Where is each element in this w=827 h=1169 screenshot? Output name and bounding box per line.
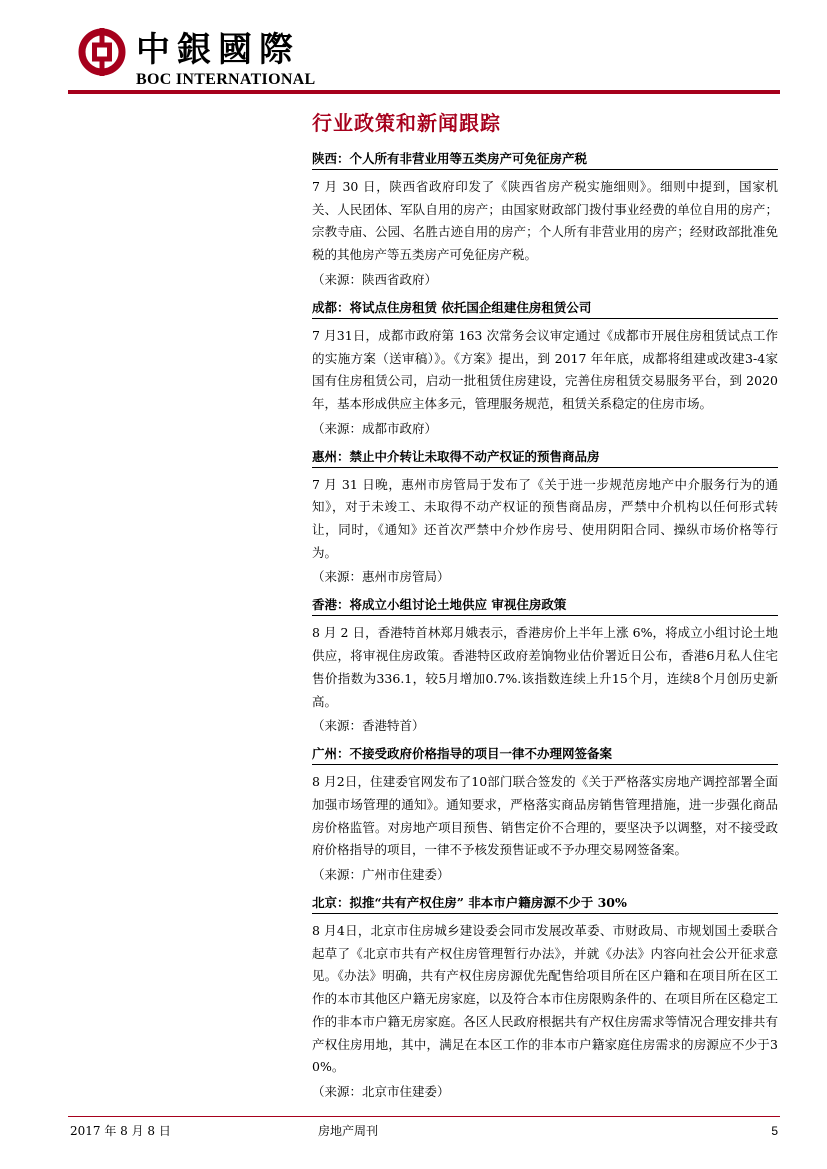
news-item [312, 446, 778, 588]
news-item-title: 陕西：个人所有非营业用等五类房产可免征房产税 [312, 148, 778, 170]
section-title: 行业政策和新闻跟踪 [312, 111, 501, 135]
logo-chinese-name: 中銀國際 [136, 30, 300, 70]
news-item-body: 7 月31日，成都市政府第 163 次常务会议审定通过《成都市开展住房租赁试点工作的实施方案（送审稿）》。《方案》提出，到 2017 年年底，成都将组建或改建3-4家国有住房租赁公司，启动一批租赁住房建设，完善住房租赁交易服务平台，到 2020 年，基本形成供应主体多元，管理服务规范，租赁关系稳定的住房市场。 [312, 327, 778, 411]
page-number: 5 [771, 1124, 778, 1138]
news-item-body: 7 月 30 日，陕西省政府印发了《陕西省房产税实施细则》。细则中提到，国家机关、人民团体、军队自用的房产；由国家财政部门拨付事业经费的单位自用的房产；宗教寺庙、公园、名胜古迹自用的房产；个人所有非营业用的房产；经财政部批准免税的其他房产等五类房产可免征房产税。 [312, 179, 778, 263]
footer-divider [68, 1116, 780, 1117]
news-item-body: 7 月 31 日晚，惠州市房管局于发布了《关于进一步规范房地产中介服务行为的通知》，对于未竣工、未取得不动产权证的预售商品房，严禁中介机构以任何形式转让，同时，《通知》还首次严禁中介炒作房号、使用阴阳合同、操纵市场价格等行为。 [312, 476, 778, 560]
news-item-source: （来源：广州市住建委） [312, 867, 450, 883]
news-item-title: 香港：将成立小组讨论土地供应 审视住房政策 [312, 594, 778, 616]
news-item-source: （来源：陕西省政府） [312, 271, 438, 287]
news-item-source: （来源：香港特首） [312, 718, 425, 734]
footer-date: 2017 年 8 月 8 日 [70, 1124, 171, 1138]
news-item-title: 广州：不接受政府价格指导的项目一律不办理网签备案 [312, 743, 778, 765]
news-item-title: 成都：将试点住房租赁 依托国企组建住房租赁公司 [312, 297, 778, 319]
footer-publication: 房地产周刊 [318, 1124, 379, 1138]
news-item [312, 297, 778, 439]
header-divider [68, 90, 780, 94]
news-item-body: 8 月 2 日，香港特首林郑月娥表示，香港房价上半年上涨 6%，将成立小组讨论土地供应，将审视住房政策。香港特区政府差饷物业估价署近日公布，香港6月私人住宅售价指数为336.1，较5月增加0.7%.该指数连续上升15个月，连续8个月创历史新高。 [312, 625, 778, 709]
news-item-source: （来源：北京市住建委） [312, 1083, 450, 1099]
news-item-source: （来源：成都市政府） [312, 420, 438, 436]
news-item-source: （来源：惠州市房管局） [312, 569, 450, 585]
news-item [312, 594, 778, 736]
boc-emblem-icon [78, 28, 126, 76]
news-item-body: 8 月2日，住建委官网发布了10部门联合签发的《关于严格落实房地产调控部署全面加强市场管理的通知》。通知要求，严格落实商品房销售管理措施，进一步强化商品房价格监管。对房地产项目预售、销售定价不合理的，要坚决予以调整，对不接受政府价格指导的项目，一律不予核发预售证或不予办理交易网签备案。 [312, 774, 778, 858]
logo-english-name: BOC INTERNATIONAL [136, 71, 316, 88]
news-item [312, 743, 778, 885]
news-item [312, 892, 778, 1102]
news-list [312, 148, 778, 1109]
news-item-body: 8 月4日，北京市住房城乡建设委会同市发展改革委、市财政局、市规划国土委联合起草了《北京市共有产权住房管理暂行办法》，并就《办法》内容向社会公开征求意见。《办法》明确，共有产权住房房源优先配售给项目所在区户籍和在项目所在区工作的本市其他区户籍无房家庭，以及符合本市住房限购条件的、在项目所在区稳定工作的非本市户籍无房家庭。各区人民政府根据共有产权住房需求等情况合理安排共有产权住房用地，其中，满足在本区工作的非本市户籍家庭住房需求的房源应不少于30%。 [312, 923, 778, 1075]
news-item [312, 148, 778, 290]
news-item-title: 北京：拟推“共有产权住房” 非本市户籍房源不少于 30% [312, 892, 778, 914]
news-item-title: 惠州：禁止中介转让未取得不动产权证的预售商品房 [312, 446, 778, 468]
